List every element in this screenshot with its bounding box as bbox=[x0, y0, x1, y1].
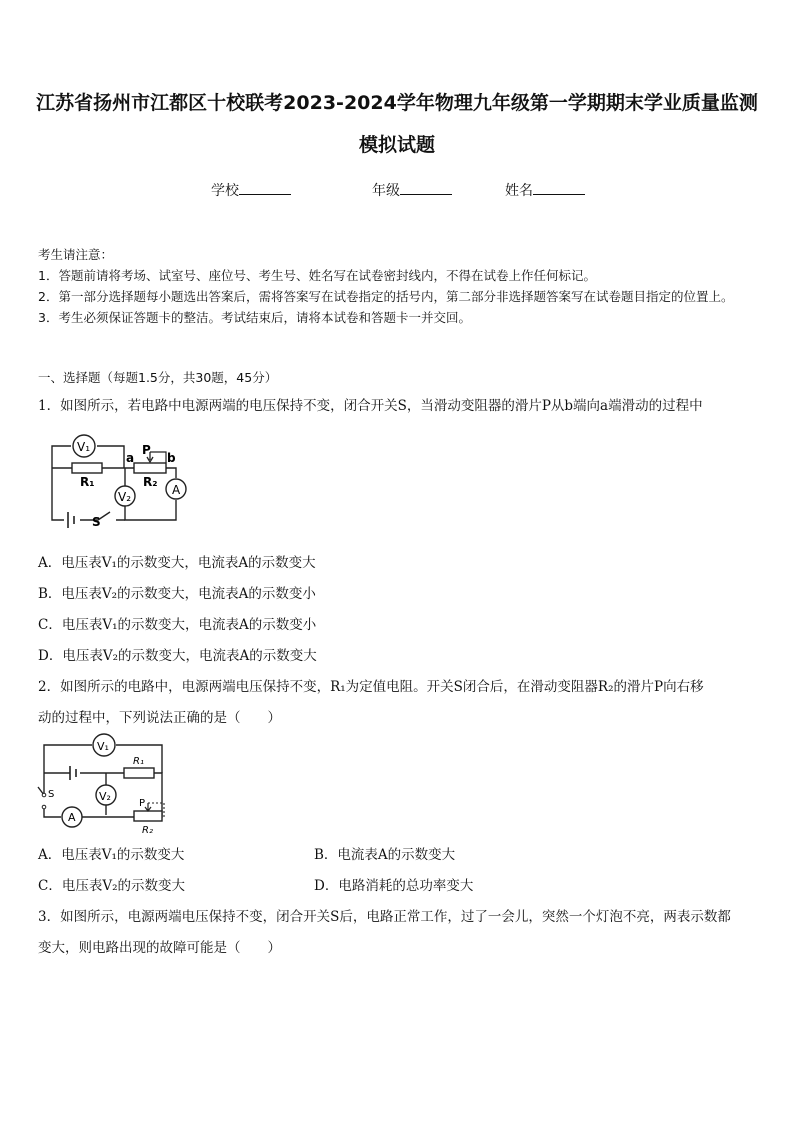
q1-ammeter-label: A bbox=[172, 483, 181, 497]
q2-r2-label: R₂ bbox=[142, 825, 153, 836]
notes-heading: 考生请注意： bbox=[38, 247, 114, 262]
q1-v1-label: V₁ bbox=[77, 440, 91, 454]
note-item-3: 3．考生必须保证答题卡的整洁。考试结束后，请将本试卷和答题卡一并交回。 bbox=[38, 310, 471, 325]
q1-b-label: b bbox=[167, 451, 176, 465]
q2-circuit-diagram bbox=[34, 733, 169, 838]
school-label: 学校 bbox=[211, 183, 239, 199]
q1-a-label: a bbox=[126, 451, 135, 465]
q1-p-label: P bbox=[142, 443, 151, 457]
q2-battery-icon bbox=[70, 766, 76, 780]
grade-label: 年级 bbox=[372, 183, 400, 199]
q1-s-label: S bbox=[92, 515, 101, 528]
school-field bbox=[211, 180, 291, 200]
grade-blank[interactable] bbox=[400, 180, 452, 195]
note-item-2: 2．第一部分选择题每小题选出答案后，需将答案写在试卷指定的括号内，第二部分非选择题答案写在试卷题目指定的位置上。 bbox=[38, 289, 734, 304]
page-title-line2: 模拟试题 bbox=[358, 134, 435, 156]
school-blank[interactable] bbox=[239, 180, 291, 195]
rheostat-r2-icon bbox=[134, 463, 166, 473]
note-item-1: 1．答题前请将考场、试室号、座位号、考生号、姓名写在试卷密封线内，不得在试卷上作任何标记。 bbox=[38, 268, 596, 283]
page-title-line1: 江苏省扬州市江都区十校联考2023-2024学年物理九年级第一学期期末学业质量监测 bbox=[36, 92, 758, 114]
name-blank[interactable] bbox=[533, 180, 585, 195]
q2-stem-line2: 动的过程中，下列说法正确的是（ ） bbox=[38, 710, 281, 726]
q2-option-b[interactable]: B．电流表A的示数变大 bbox=[314, 847, 456, 863]
name-label: 姓名 bbox=[505, 183, 533, 199]
q1-option-b[interactable]: B．电压表V₂的示数变大，电流表A的示数变小 bbox=[38, 586, 316, 602]
q3-stem-line2: 变大，则电路出现的故障可能是（ ） bbox=[38, 940, 281, 956]
q1-option-d[interactable]: D．电压表V₂的示数变大，电流表A的示数变大 bbox=[38, 648, 317, 664]
section-heading: 一、选择题（每题1.5分，共30题，45分） bbox=[38, 370, 278, 385]
q2-option-a[interactable]: A．电压表V₁的示数变大 bbox=[38, 847, 185, 863]
resistor-r1-icon bbox=[72, 463, 102, 473]
q2-ammeter-label: A bbox=[68, 811, 76, 824]
q1-stem: 1．如图所示，若电路中电源两端的电压保持不变，闭合开关S，当滑动变阻器的滑片P从b端向a端滑动的过程中 bbox=[38, 398, 703, 414]
q2-slider-p-icon bbox=[145, 803, 151, 811]
grade-field bbox=[372, 180, 452, 200]
exam-notes bbox=[38, 244, 760, 328]
q2-rheostat-r2-icon bbox=[134, 811, 162, 821]
q1-r1-label: R₁ bbox=[80, 475, 95, 489]
q1-v2-label: V₂ bbox=[118, 490, 132, 504]
q1-option-c[interactable]: C．电压表V₁的示数变大，电流表A的示数变小 bbox=[38, 617, 317, 633]
battery-icon bbox=[68, 512, 74, 528]
q2-r1-label: R₁ bbox=[133, 756, 144, 767]
q1-option-a[interactable]: A．电压表V₁的示数变大，电流表A的示数变大 bbox=[38, 555, 316, 571]
q2-p-label: P bbox=[139, 798, 146, 809]
q1-circuit-diagram bbox=[44, 432, 194, 528]
q2-s-label: S bbox=[48, 789, 55, 800]
q2-stem-line1: 2．如图所示的电路中，电源两端电压保持不变，R₁为定值电阻。开关S闭合后，在滑动变阻器R₂的滑片P向右移 bbox=[38, 679, 704, 695]
q1-r2-label: R₂ bbox=[143, 475, 158, 489]
q2-option-d[interactable]: D．电路消耗的总功率变大 bbox=[314, 878, 474, 894]
q2-option-c[interactable]: C．电压表V₂的示数变大 bbox=[38, 878, 185, 894]
q2-v1-label: V₁ bbox=[97, 740, 109, 753]
q2-v2-label: V₂ bbox=[99, 790, 111, 803]
name-field bbox=[505, 180, 585, 200]
q3-stem-line1: 3．如图所示，电源两端电压保持不变，闭合开关S后，电路正常工作，过了一会儿，突然一个灯泡不亮，两表示数都 bbox=[38, 909, 731, 925]
q2-resistor-r1-icon bbox=[124, 768, 154, 778]
